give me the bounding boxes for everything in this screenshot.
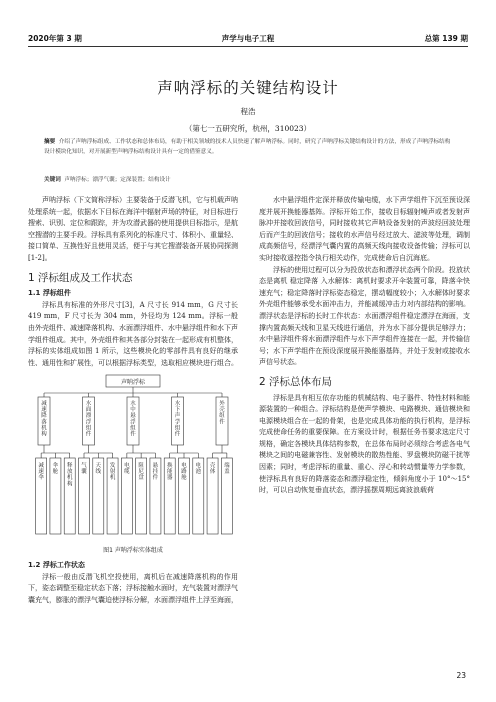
header-rule xyxy=(28,46,468,47)
affiliation: （第七一五研究所，杭州，310023） xyxy=(184,124,312,133)
tree-leaf-label: 释放机构 xyxy=(66,463,73,488)
subsection-heading-1-2: 1.2 浮标工作状态 xyxy=(28,560,85,569)
composition-tree-diagram xyxy=(28,373,238,543)
tree-leaf-label: 电池 xyxy=(195,463,202,476)
tree-leaf-label: 换能器 xyxy=(166,463,173,482)
right-column xyxy=(259,195,470,497)
figure-caption: 图1 声呐浮标实体组成 xyxy=(103,547,163,555)
section-2-text: 浮标是具有相互依存功能的机械结构、电子器件、特性材料和能源装置的一种组合。浮标结构是使声学模块、电路模块、通信模块和电源模块组合在一起的骨架，也是完成具体功能的执行机构，是浮标完成使命任务的重要保障。在方案设计时，根据任务书要求选定尺寸规格，确定各模块具体结构参数，在总体布局时必须综合考虑各电气模块之间的电磁兼容性、发射模块的散热性能、罗盘模块防磁干扰等因素；同时，考虑浮标的重量、重心、浮心和转动惯量等力学参数，使浮标具有良好的降落姿态和漂浮稳定性，倾斜角度小于 10°～15°时，可以自动恢复垂直状态，漂浮摇摆周期远离波浪载荷 xyxy=(259,393,470,495)
subsection-heading-1-1: 1.1 浮标组件 xyxy=(28,289,71,298)
running-header xyxy=(28,33,468,45)
keywords-label: 关键词 xyxy=(44,177,61,183)
subsection-1-1-text: 浮标具有标准的外形尺寸[3]，A 尺寸长 914 mm，G 尺寸长 419 mm，F 尺寸长为 304 mm，外径均为 124 mm。浮标一般由外壳组件、减速降落机构、水面漂浮组件、水中悬浮组件和水下声学组件组成。其中，外壳组件和其各部分封装在一起形成有机整体，浮标的实体组成如图 1 所示，这些模块化的零部件具有良好的继承性、通用性和扩展性，可以根据浮标类型，选取相应模块进行组合。 xyxy=(28,300,238,367)
keywords xyxy=(44,175,452,183)
tree-group-label: 水下声学组件 xyxy=(174,401,181,438)
tree-leaf-label: 发射机 xyxy=(109,463,116,482)
right-paragraph-2: 浮标的使用过程可以分为投放状态和漂浮状态两个阶段。投放状态是离机 稳定降落 入水解体：离机时要求开伞装置可靠，降落伞快速充气；稳定降落时浮标姿态稳定，摆动幅度较小；入水解体时要求外壳组件能够承受水面冲击力，并能减缓冲击力对内部结构的影响。漂浮状态是浮标的长时工作状态：水面漂浮组件稳定漂浮在海面，支撑内置高频天线和卫星天线进行通信，并为水下部分提供足够浮力；水中悬浮组件将水面漂浮组件与水下声学组件连接在一起，并传输信号；水下声学组件在预设深度展开换能器基阵，并处于发射或接收水声信号状态。 xyxy=(259,265,470,367)
tree-group-label: 水中悬浮组件 xyxy=(130,401,136,438)
composition-figure xyxy=(28,373,238,543)
abstract-label: 摘要 xyxy=(44,139,56,145)
tree-leaf-label: 气囊 xyxy=(81,463,87,476)
right-paragraph-1: 水中悬浮组件定深并释放传输电缆，水下声学组件下沉至预设深度并展开换能器基阵。浮标开始工作，接收目标辐射噪声或者发射声脉冲并接收回波信号，同时接收其它声呐设备发射的声波经回波处理后而产生的回波信号；接收的水声信号经过放大、滤波等处理，调制成高频信号，经漂浮气囊内置的高频天线向接收设备传输；浮标可以实时接收遥控指令执行相关动作，完成使命后自沉海底。 xyxy=(259,196,470,262)
abstract xyxy=(44,137,452,157)
left-column xyxy=(28,195,238,606)
intro-paragraph: 声呐浮标（下文简称浮标）主要装备于反潜飞机，它与机载声呐处理系统一起，依据水下目标在海洋中辐射声场的特征，对目标进行搜索、识别、定位和跟踪，并为攻潜武器的使用提供目标指示，是航空搜潜的主要手段。浮标具有系列化的标准尺寸、体积小、重量轻、接口简单、互换性好且使用灵活，便于与其它搜潜装备开展协同探测[1-2]。 xyxy=(28,196,238,262)
tree-leaf-label: 壳体 xyxy=(209,463,216,476)
tree-leaf-label: 悬挂件 xyxy=(152,463,159,482)
abstract-text: 介绍了声呐浮标组成、工作状态和总体布局，有助于相关领域的技术人员快速了解声呐浮标。同时，研究了声呐浮标关键结构设计的方法，形成了声呐浮标结构设计模块化知识，对开展新型声呐浮标结构设计具有一定的借鉴意义。 xyxy=(44,139,451,155)
section-heading-1: 1 浮标组成及工作状态 xyxy=(28,271,133,284)
total-issue-label: 总第 139 期 xyxy=(424,34,468,43)
journal-name: 声学与电子工程 xyxy=(221,34,275,43)
tree-leaf-label: 端盖 xyxy=(224,463,230,476)
tree-leaf-label: 电路舱 xyxy=(181,463,187,482)
tree-group-label: 减速降落机构 xyxy=(41,401,47,438)
tree-leaf-label: 电缆 xyxy=(124,463,130,476)
tree-group-label: 外壳组件 xyxy=(219,401,225,426)
subsection-1-2-text: 浮标一般由反潜飞机空投使用，离机后在减速降落机构的作用下，姿态调整至稳定状态下落；浮标接触水面时，充气装置对漂浮气囊充气，膨胀的漂浮气囊迫使浮标分解，水面漂浮组件上浮至海面， xyxy=(28,572,238,604)
tree-leaf-label: 天线 xyxy=(95,463,102,476)
tree-leaf-label: 伞舱 xyxy=(52,463,59,476)
tree-group-label: 水面漂浮组件 xyxy=(85,401,92,438)
keywords-text: 声呐浮标；漂浮气囊；定深装置；结构设计 xyxy=(64,177,171,183)
page-number: 23 xyxy=(456,671,466,680)
paper-title: 声呐浮标的关键结构设计 xyxy=(157,79,339,97)
section-heading-2: 2 浮标总体布局 xyxy=(259,375,333,388)
tree-leaf-label: 阻尼盘 xyxy=(138,463,144,482)
tree-root-label: 声呐浮标 xyxy=(120,379,146,387)
tree-leaf-label: 减速伞 xyxy=(38,463,44,482)
issue-label: 2020年第 3 期 xyxy=(28,34,82,43)
author: 程浩 xyxy=(240,107,256,116)
